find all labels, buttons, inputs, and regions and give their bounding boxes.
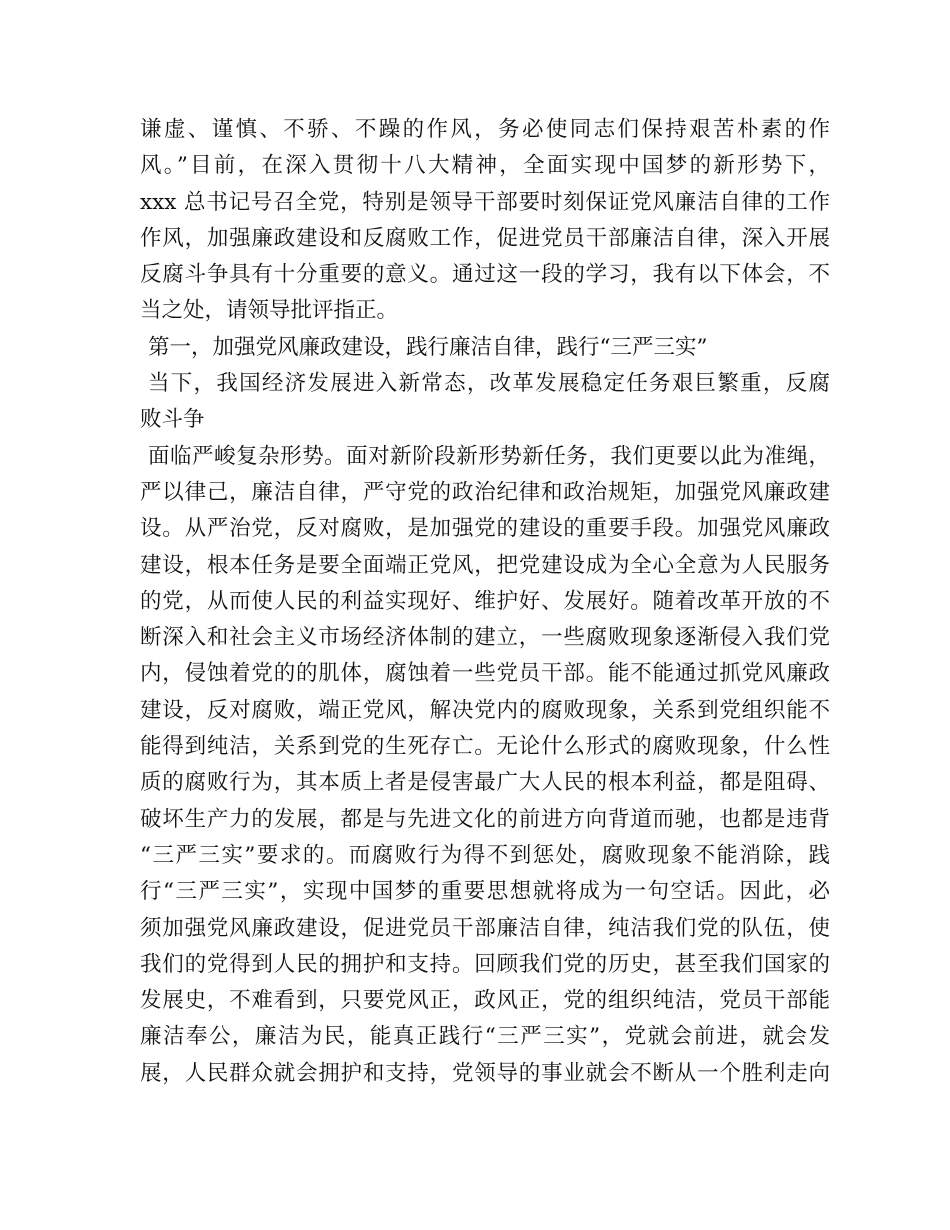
text-line: 建设，反对腐败，端正党风，解决党内的腐败现象，关系到党组织能不	[140, 697, 830, 723]
text-line: 展，人民群众就会拥护和支持，党领导的事业就会不断从一个胜利走向	[140, 1060, 830, 1086]
text-line: 设。从严治党，反对腐败，是加强党的建设的重要手段。加强党风廉政	[140, 516, 830, 542]
text-line: 谦虚、谨慎、不骄、不躁的作风，务必使同志们保持艰苦朴素的作	[140, 117, 830, 142]
text-line: 断深入和社会主义市场经济体制的建立，一些腐败现象逐渐侵入我们党	[140, 625, 830, 651]
text-line: 能得到纯洁，关系到党的生死存亡。无论什么形式的腐败现象，什么性	[140, 734, 830, 760]
text-line: 我们的党得到人民的拥护和支持。回顾我们党的历史，甚至我们国家的	[140, 951, 830, 977]
text-line: 反腐斗争具有十分重要的意义。通过这一段的学习，我有以下体会，不	[140, 262, 830, 288]
text-line: 严以律己，廉洁自律，严守党的政治纪律和政治规矩，加强党风廉政建	[140, 479, 830, 505]
text-line: 败斗争	[140, 407, 205, 433]
text-line: “三严三实”要求的。而腐败行为得不到惩处，腐败现象不能消除，践	[140, 842, 830, 868]
body-text	[140, 112, 830, 1092]
text-line: 当之处，请领导批评指正。	[140, 298, 399, 324]
text-line: 须加强党风廉政建设，促进党员干部廉洁自律，纯洁我们党的队伍，使	[140, 915, 830, 941]
text-line: 建设，根本任务是要全面端正党风，把党建设成为全心全意为人民服务	[140, 552, 830, 578]
text-line: 当下，我国经济发展进入新常态，改革发展稳定任务艰巨繁重，反腐	[148, 371, 830, 397]
text-line: 廉洁奉公，廉洁为民，能真正践行“三严三实”，党就会前进，就会发	[140, 1024, 830, 1050]
text-line: 面临严峻复杂形势。面对新阶段新形势新任务，我们更要以此为准绳，	[148, 443, 830, 469]
section-heading: 第一，加强党风廉政建设，践行廉洁自律，践行“三严三实”	[148, 334, 708, 360]
text-line: 风。”目前，在深入贯彻十八大精神，全面实现中国梦的新形势下，	[140, 153, 830, 179]
text-line: 行“三严三实”，实现中国梦的重要思想就将成为一句空话。因此，必	[140, 879, 830, 905]
text-line: 内，侵蚀着党的的肌体，腐蚀着一些党员干部。能不能通过抓党风廉政	[140, 661, 830, 687]
text-line: 发展史，不难看到，只要党风正，政风正，党的组织纯洁，党员干部能	[140, 988, 830, 1014]
text-line: xxx 总书记号召全党，特别是领导干部要时刻保证党风廉洁自律的工作	[140, 189, 830, 215]
text-line: 作风，加强廉政建设和反腐败工作，促进党员干部廉洁自律，深入开展	[140, 225, 830, 251]
text-line: 破坏生产力的发展，都是与先进文化的前进方向背道而驰，也都是违背	[140, 806, 830, 832]
text-line: 的党，从而使人民的利益实现好、维护好、发展好。随着改革开放的不	[140, 588, 830, 614]
text-line: 质的腐败行为，其本质上者是侵害最广大人民的根本利益，都是阻碍、	[140, 770, 830, 796]
